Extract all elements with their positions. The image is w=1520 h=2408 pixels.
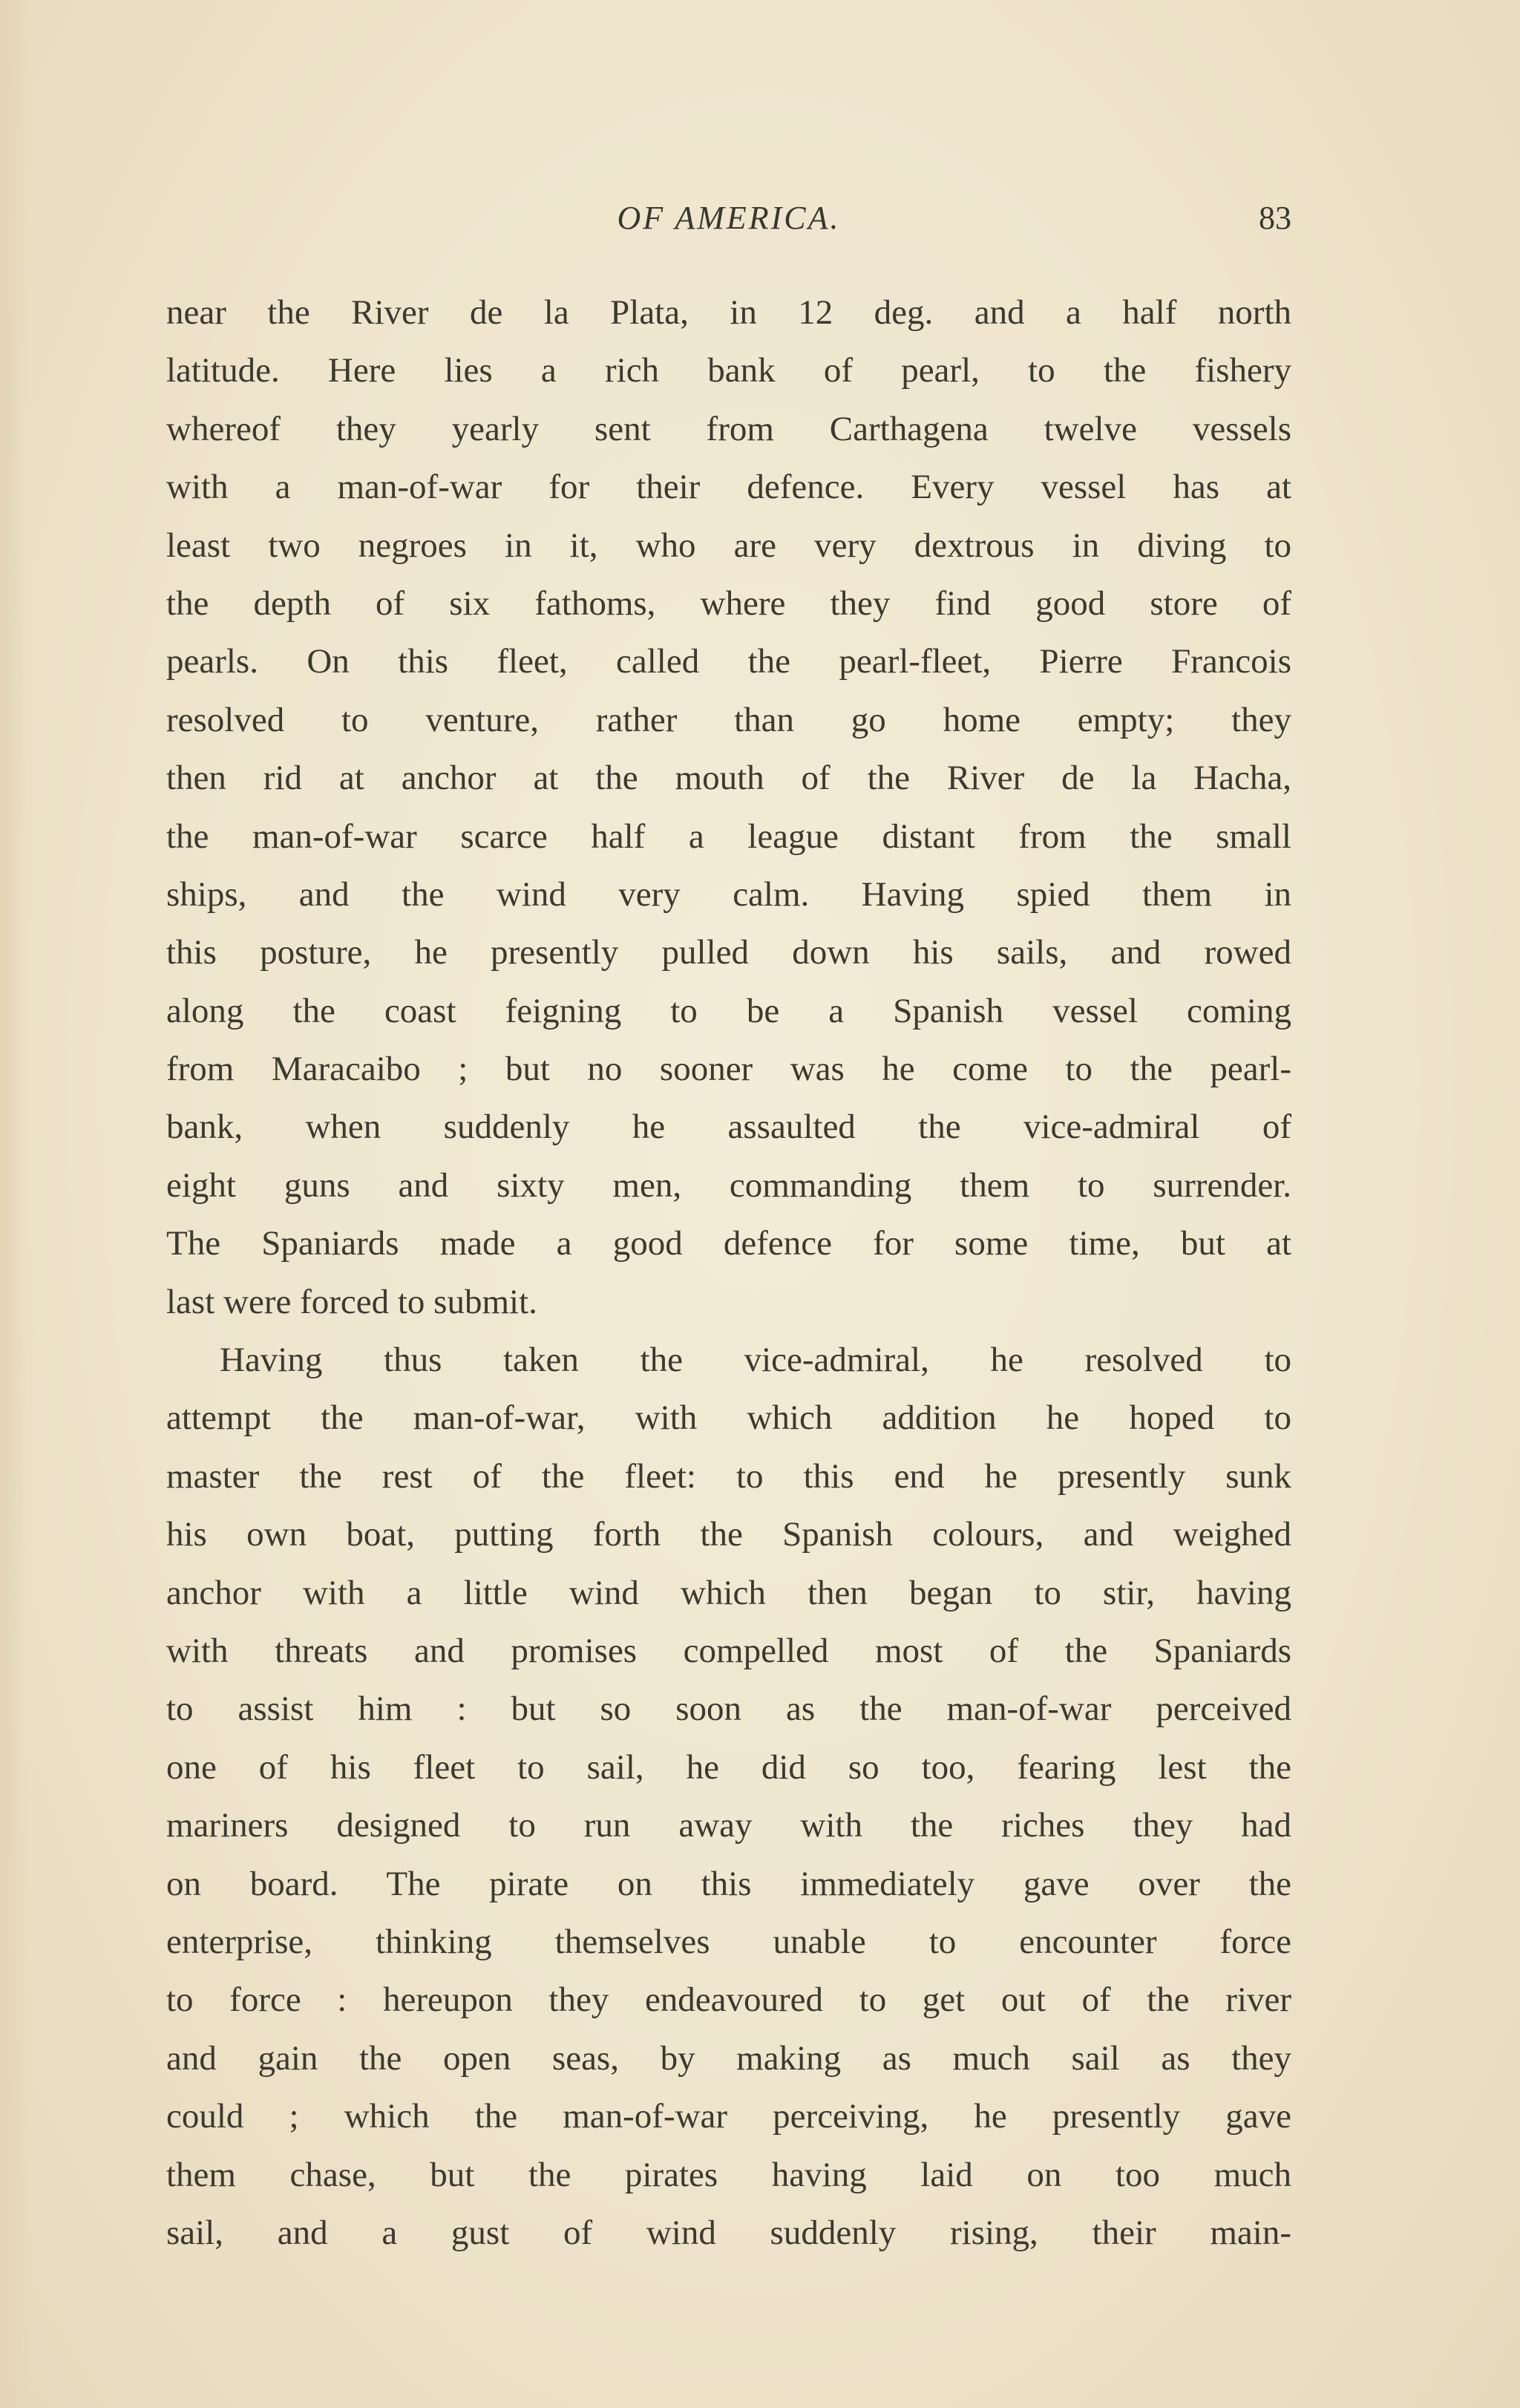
text-line: the man-of-war scarce half a league distant from the small — [166, 817, 1291, 856]
text-line: pearls. On this fleet, called the pearl-fleet, Pierre Francois — [166, 642, 1291, 681]
text-line: near the River de la Plata, in 12 deg. and a half north — [166, 293, 1291, 332]
paragraph — [166, 1331, 1291, 2262]
text-line: to force : hereupon they endeavoured to get out of the river — [166, 1980, 1291, 2020]
text-line: ships, and the wind very calm. Having spied them in — [166, 874, 1291, 914]
running-head: OF AMERICA. — [617, 200, 841, 236]
text-line: master the rest of the fleet: to this end he presently sunk — [166, 1456, 1291, 1496]
text-line: The Spaniards made a good defence for some time, but at — [166, 1224, 1291, 1263]
text-line: anchor with a little wind which then began to stir, having — [166, 1573, 1291, 1612]
text-line: whereof they yearly sent from Carthagena twelve vessels — [166, 409, 1291, 448]
paragraph — [166, 284, 1291, 1331]
text-line: on board. The pirate on this immediately gave over the — [166, 1864, 1291, 1903]
text-line: one of his fleet to sail, he did so too, fearing lest the — [166, 1747, 1291, 1787]
text-line: resolved to venture, rather than go home empty; they — [166, 700, 1291, 739]
text-line: last were forced to submit. — [166, 1282, 537, 1321]
text-line: mariners designed to run away with the riches they had — [166, 1806, 1291, 1845]
text-line: attempt the man-of-war, with which addition he hoped to — [166, 1398, 1291, 1438]
text-line: from Maracaibo ; but no sooner was he come to the pearl- — [166, 1050, 1291, 1089]
text-line: then rid at anchor at the mouth of the River de la Hacha, — [166, 759, 1291, 798]
text-line: could ; which the man-of-war perceiving, he presently gave — [166, 2097, 1291, 2136]
body-text — [166, 284, 1291, 2262]
text-line: with threats and promises compelled most of the Spaniards — [166, 1631, 1291, 1670]
text-line: this posture, he presently pulled down his sails, and rowed — [166, 933, 1291, 972]
text-line: eight guns and sixty men, commanding them to surrender. — [166, 1165, 1291, 1205]
text-line: along the coast feigning to be a Spanish vessel coming — [166, 991, 1291, 1030]
page-header — [166, 199, 1291, 251]
text-line: and gain the open seas, by making as much sail as they — [166, 2038, 1291, 2078]
text-line: latitude. Here lies a rich bank of pearl, to the fishery — [166, 351, 1291, 390]
text-line: to assist him : but so soon as the man-of-war perceived — [166, 1689, 1291, 1729]
text-line: sail, and a gust of wind suddenly rising, their main- — [166, 2213, 1291, 2252]
text-line: his own boat, putting forth the Spanish colours, and weighed — [166, 1515, 1291, 1554]
text-line: enterprise, thinking themselves unable to encounter force — [166, 1922, 1291, 1961]
text-line: bank, when suddenly he assaulted the vice-admiral of — [166, 1108, 1291, 1147]
text-line: least two negroes in it, who are very dextrous in diving to — [166, 526, 1291, 565]
text-line: with a man-of-war for their defence. Every vessel has at — [166, 468, 1291, 507]
page-number: 83 — [1259, 200, 1291, 236]
text-line: Having thus taken the vice-admiral, he resolved to — [220, 1341, 1291, 1380]
text-line: the depth of six fathoms, where they find good store of — [166, 583, 1291, 623]
text-line: them chase, but the pirates having laid on too much — [166, 2155, 1291, 2194]
